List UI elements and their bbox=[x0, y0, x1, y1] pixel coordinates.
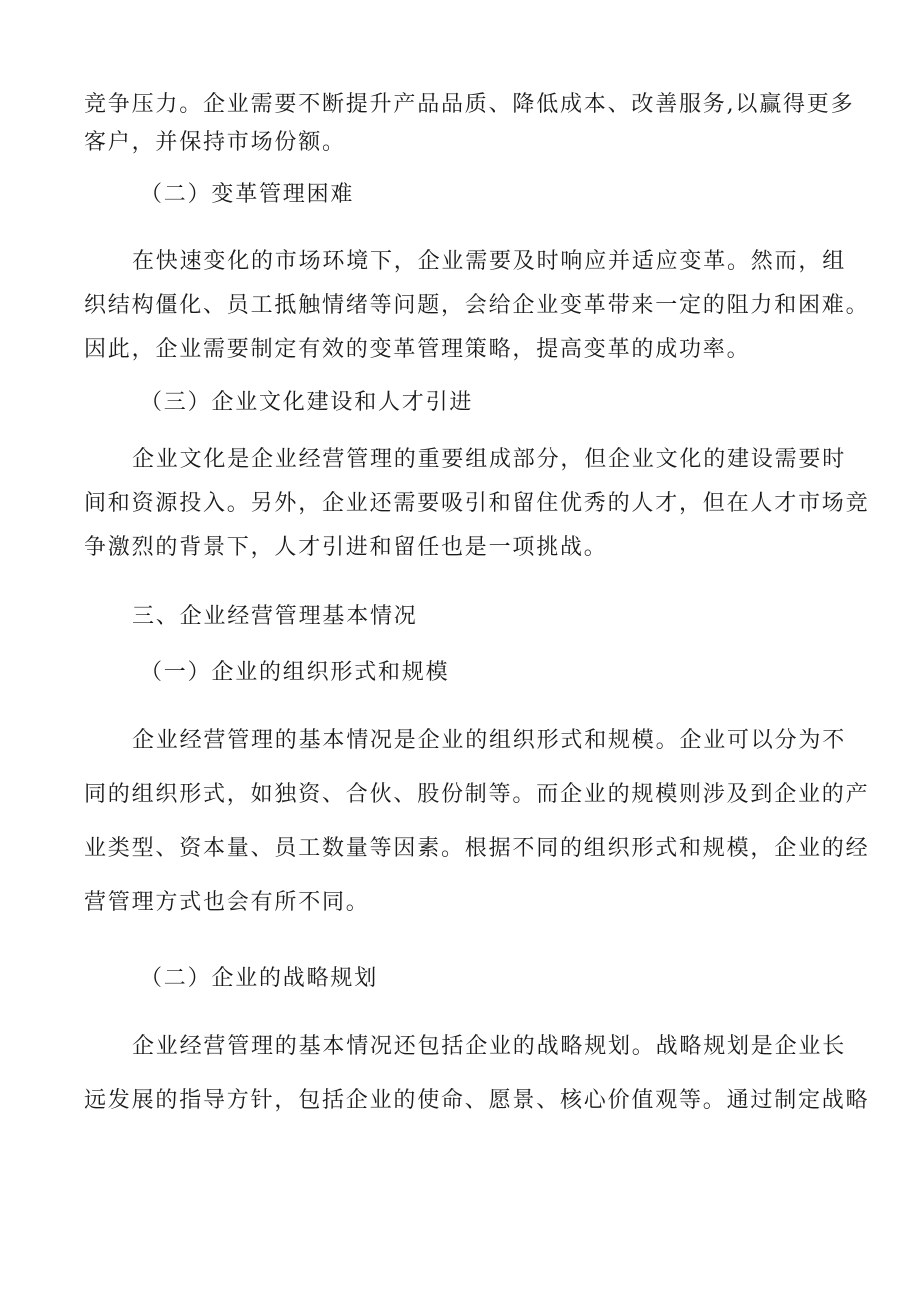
text-line: 业类型、资本量、员工数量等因素。根据不同的组织形式和规模，企业的经 bbox=[84, 836, 870, 861]
text-line: 竞争压力。企业需要不断提升产品品质、降低成本、改善服务,以赢得更多 bbox=[84, 92, 855, 117]
text-line: 客户，并保持市场份额。 bbox=[84, 130, 346, 155]
text-line: 在快速变化的市场环境下，企业需要及时响应并适应变革。然而，组 bbox=[132, 249, 847, 274]
heading-strategy: （二）企业的战略规划 bbox=[140, 966, 379, 991]
paragraph-strategy bbox=[84, 1020, 870, 1128]
text-line: 间和资源投入。另外，企业还需要吸引和留住优秀的人才，但在人才市场竞 bbox=[84, 491, 870, 516]
heading-change-management: （二）变革管理困难 bbox=[140, 182, 355, 207]
document-page bbox=[84, 86, 870, 1128]
text-line: 争激烈的背景下，人才引进和留任也是一项挑战。 bbox=[84, 535, 608, 560]
paragraph-culture-talent bbox=[84, 438, 870, 570]
heading-culture-talent: （三）企业文化建设和人才引进 bbox=[140, 390, 474, 415]
text-line: 营管理方式也会有所不同。 bbox=[84, 890, 370, 915]
text-line: 企业经营管理的基本情况是企业的组织形式和规模。企业可以分为不 bbox=[132, 728, 847, 753]
text-line: 因此，企业需要制定有效的变革管理策略，提高变革的成功率。 bbox=[84, 337, 751, 362]
text-line: 远发展的指导方针，包括企业的使命、愿景、核心价值观等。通过制定战略 bbox=[84, 1088, 870, 1113]
heading-org-form-scale: （一）企业的组织形式和规模 bbox=[140, 660, 450, 685]
paragraph-org-form-scale bbox=[84, 714, 870, 930]
text-line: 企业经营管理的基本情况还包括企业的战略规划。战略规划是企业长 bbox=[132, 1034, 847, 1059]
text-line: 同的组织形式，如独资、合伙、股份制等。而企业的规模则涉及到企业的产 bbox=[84, 782, 870, 807]
paragraph-competition bbox=[84, 86, 855, 162]
text-line: 织结构僵化、员工抵触情绪等问题，会给企业变革带来一定的阻力和困难。 bbox=[84, 293, 870, 318]
text-line: 企业文化是企业经营管理的重要组成部分，但企业文化的建设需要时 bbox=[132, 447, 847, 472]
heading-section-3: 三、企业经营管理基本情况 bbox=[132, 604, 418, 629]
paragraph-change-management bbox=[84, 240, 870, 372]
